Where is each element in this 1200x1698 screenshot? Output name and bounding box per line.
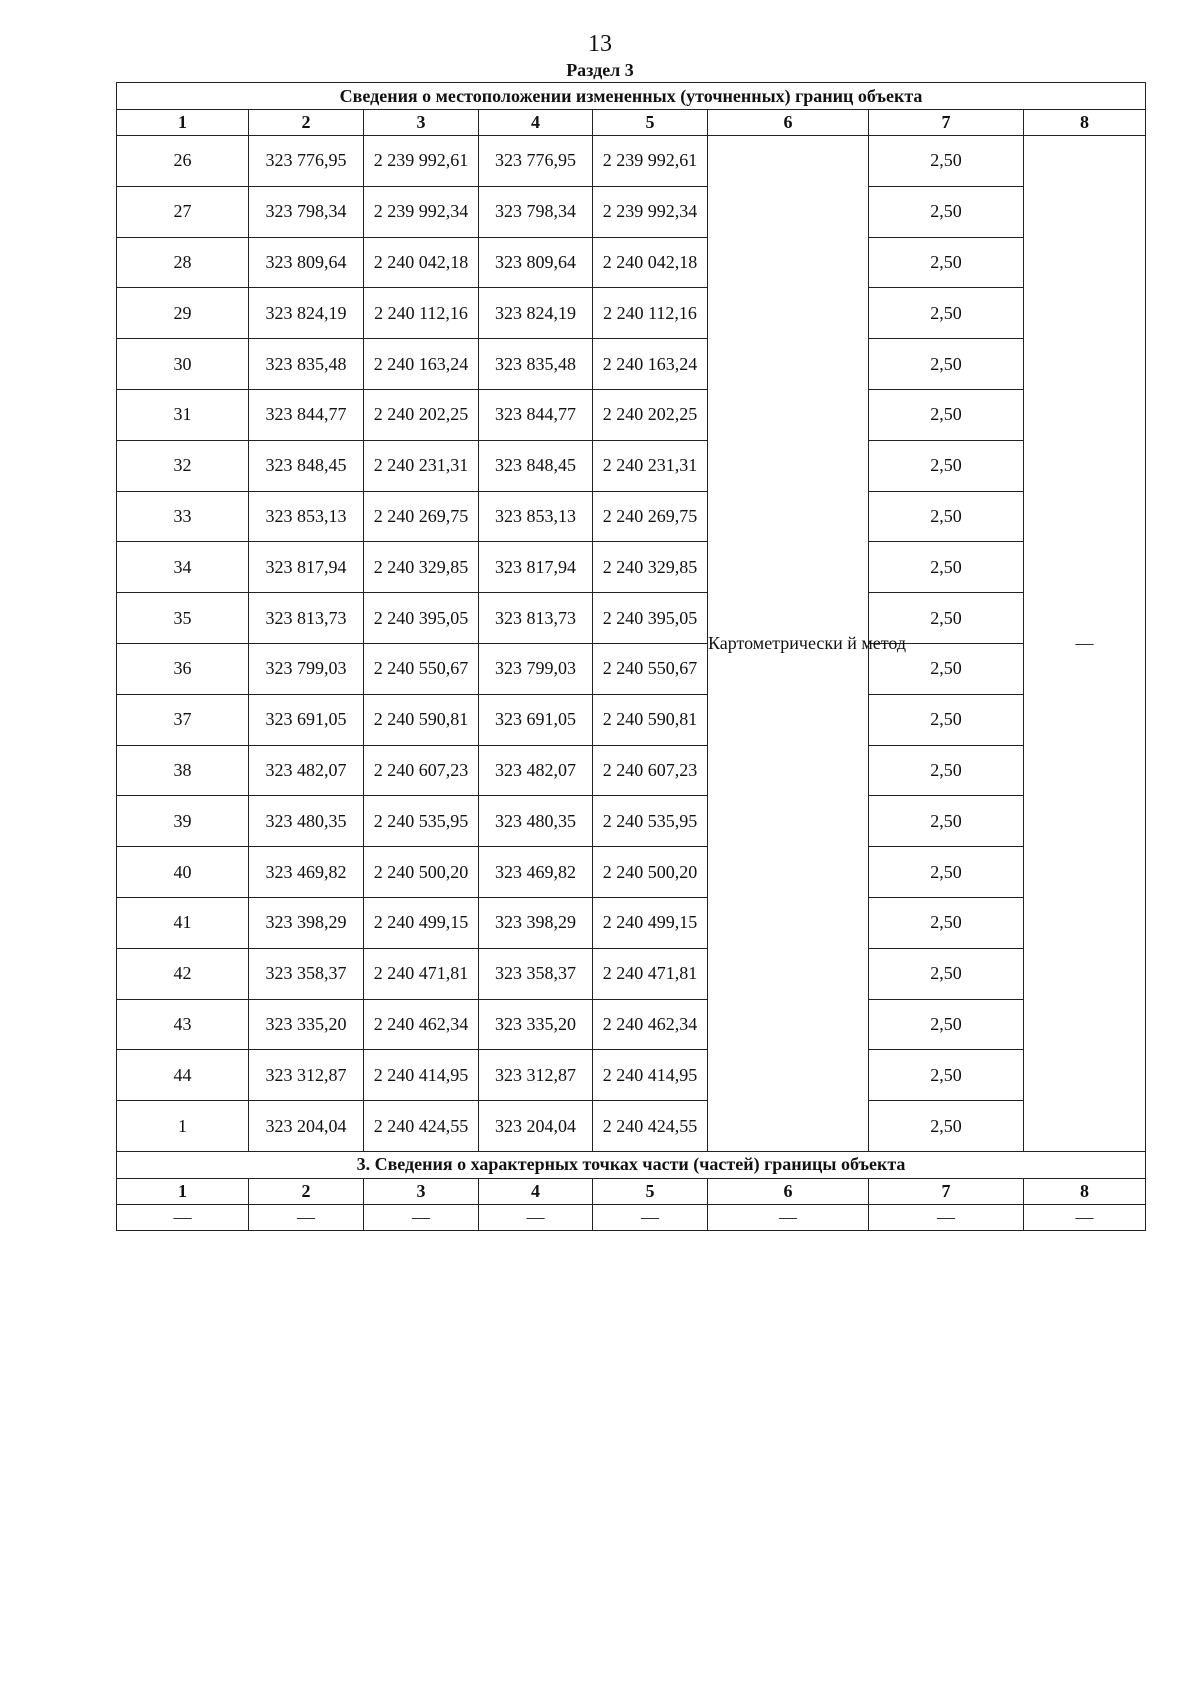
accuracy-cell: 2,50 bbox=[869, 237, 1024, 288]
method-cell: Картометрически й метод bbox=[708, 136, 869, 1152]
part-column-number: 3 bbox=[364, 1178, 479, 1204]
point-number-cell: 42 bbox=[117, 948, 249, 999]
table-row bbox=[117, 847, 1146, 898]
accuracy-cell: 2,50 bbox=[869, 1050, 1024, 1101]
y-old-cell: 2 240 163,24 bbox=[364, 339, 479, 390]
accuracy-cell: 2,50 bbox=[869, 948, 1024, 999]
x-new-cell: 323 835,48 bbox=[479, 339, 593, 390]
x-old-cell: 323 853,13 bbox=[249, 491, 364, 542]
dash-cell: — bbox=[593, 1204, 708, 1230]
part-column-number-row bbox=[117, 1178, 1146, 1204]
part-column-number: 7 bbox=[869, 1178, 1024, 1204]
y-old-cell: 2 240 607,23 bbox=[364, 745, 479, 796]
y-old-cell: 2 240 499,15 bbox=[364, 897, 479, 948]
x-new-cell: 323 798,34 bbox=[479, 186, 593, 237]
x-new-cell: 323 480,35 bbox=[479, 796, 593, 847]
dash-cell: — bbox=[479, 1204, 593, 1230]
y-new-cell: 2 240 550,67 bbox=[593, 643, 708, 694]
point-number-cell: 44 bbox=[117, 1050, 249, 1101]
point-number-cell: 30 bbox=[117, 339, 249, 390]
x-new-cell: 323 809,64 bbox=[479, 237, 593, 288]
x-new-cell: 323 691,05 bbox=[479, 694, 593, 745]
column-number: 5 bbox=[593, 110, 708, 136]
point-number-cell: 36 bbox=[117, 643, 249, 694]
table-row bbox=[117, 542, 1146, 593]
column-number: 6 bbox=[708, 110, 869, 136]
y-new-cell: 2 240 414,95 bbox=[593, 1050, 708, 1101]
x-old-cell: 323 398,29 bbox=[249, 897, 364, 948]
x-old-cell: 323 813,73 bbox=[249, 593, 364, 644]
accuracy-cell: 2,50 bbox=[869, 694, 1024, 745]
point-number-cell: 43 bbox=[117, 999, 249, 1050]
y-new-cell: 2 240 042,18 bbox=[593, 237, 708, 288]
col8-cell: — bbox=[1024, 136, 1146, 1152]
table-row bbox=[117, 237, 1146, 288]
y-old-cell: 2 240 042,18 bbox=[364, 237, 479, 288]
column-number: 4 bbox=[479, 110, 593, 136]
y-new-cell: 2 240 231,31 bbox=[593, 440, 708, 491]
accuracy-cell: 2,50 bbox=[869, 593, 1024, 644]
point-number-cell: 39 bbox=[117, 796, 249, 847]
accuracy-cell: 2,50 bbox=[869, 339, 1024, 390]
dash-cell: — bbox=[249, 1204, 364, 1230]
y-new-cell: 2 240 590,81 bbox=[593, 694, 708, 745]
accuracy-cell: 2,50 bbox=[869, 186, 1024, 237]
part-title: 3. Сведения о характерных точках части (частей) границы объекта bbox=[117, 1151, 1146, 1178]
y-new-cell: 2 240 163,24 bbox=[593, 339, 708, 390]
dash-cell: — bbox=[708, 1204, 869, 1230]
point-number-cell: 1 bbox=[117, 1101, 249, 1152]
x-old-cell: 323 817,94 bbox=[249, 542, 364, 593]
y-new-cell: 2 240 424,55 bbox=[593, 1101, 708, 1152]
part-column-number: 4 bbox=[479, 1178, 593, 1204]
y-new-cell: 2 240 535,95 bbox=[593, 796, 708, 847]
y-new-cell: 2 240 269,75 bbox=[593, 491, 708, 542]
y-new-cell: 2 240 499,15 bbox=[593, 897, 708, 948]
table-row bbox=[117, 643, 1146, 694]
y-old-cell: 2 240 112,16 bbox=[364, 288, 479, 339]
y-old-cell: 2 240 231,31 bbox=[364, 440, 479, 491]
x-old-cell: 323 469,82 bbox=[249, 847, 364, 898]
point-number-cell: 32 bbox=[117, 440, 249, 491]
table-row bbox=[117, 897, 1146, 948]
x-new-cell: 323 844,77 bbox=[479, 389, 593, 440]
x-new-cell: 323 848,45 bbox=[479, 440, 593, 491]
accuracy-cell: 2,50 bbox=[869, 491, 1024, 542]
y-new-cell: 2 240 500,20 bbox=[593, 847, 708, 898]
column-number: 2 bbox=[249, 110, 364, 136]
column-number: 8 bbox=[1024, 110, 1146, 136]
dash-cell: — bbox=[869, 1204, 1024, 1230]
x-old-cell: 323 824,19 bbox=[249, 288, 364, 339]
y-old-cell: 2 240 329,85 bbox=[364, 542, 479, 593]
table-row bbox=[117, 948, 1146, 999]
part-column-number: 8 bbox=[1024, 1178, 1146, 1204]
point-number-cell: 31 bbox=[117, 389, 249, 440]
table-row bbox=[117, 389, 1146, 440]
x-new-cell: 323 335,20 bbox=[479, 999, 593, 1050]
accuracy-cell: 2,50 bbox=[869, 440, 1024, 491]
y-old-cell: 2 240 590,81 bbox=[364, 694, 479, 745]
point-number-cell: 27 bbox=[117, 186, 249, 237]
y-old-cell: 2 239 992,34 bbox=[364, 186, 479, 237]
x-new-cell: 323 799,03 bbox=[479, 643, 593, 694]
y-new-cell: 2 240 471,81 bbox=[593, 948, 708, 999]
point-number-cell: 37 bbox=[117, 694, 249, 745]
accuracy-cell: 2,50 bbox=[869, 847, 1024, 898]
accuracy-cell: 2,50 bbox=[869, 745, 1024, 796]
point-number-cell: 40 bbox=[117, 847, 249, 898]
x-new-cell: 323 853,13 bbox=[479, 491, 593, 542]
x-new-cell: 323 398,29 bbox=[479, 897, 593, 948]
x-new-cell: 323 813,73 bbox=[479, 593, 593, 644]
y-old-cell: 2 240 462,34 bbox=[364, 999, 479, 1050]
x-old-cell: 323 798,34 bbox=[249, 186, 364, 237]
y-new-cell: 2 239 992,34 bbox=[593, 186, 708, 237]
y-old-cell: 2 239 992,61 bbox=[364, 136, 479, 187]
table-row bbox=[117, 288, 1146, 339]
y-new-cell: 2 240 329,85 bbox=[593, 542, 708, 593]
part-title-row bbox=[117, 1151, 1146, 1178]
y-new-cell: 2 240 607,23 bbox=[593, 745, 708, 796]
column-number: 3 bbox=[364, 110, 479, 136]
y-new-cell: 2 240 462,34 bbox=[593, 999, 708, 1050]
x-new-cell: 323 817,94 bbox=[479, 542, 593, 593]
x-new-cell: 323 469,82 bbox=[479, 847, 593, 898]
table-row bbox=[117, 796, 1146, 847]
x-old-cell: 323 335,20 bbox=[249, 999, 364, 1050]
page-number: 13 bbox=[588, 31, 612, 57]
table-row bbox=[117, 694, 1146, 745]
accuracy-cell: 2,50 bbox=[869, 643, 1024, 694]
y-old-cell: 2 240 550,67 bbox=[364, 643, 479, 694]
part-column-number: 1 bbox=[117, 1178, 249, 1204]
x-old-cell: 323 482,07 bbox=[249, 745, 364, 796]
accuracy-cell: 2,50 bbox=[869, 796, 1024, 847]
x-new-cell: 323 358,37 bbox=[479, 948, 593, 999]
accuracy-cell: 2,50 bbox=[869, 897, 1024, 948]
y-old-cell: 2 240 269,75 bbox=[364, 491, 479, 542]
accuracy-cell: 2,50 bbox=[869, 1101, 1024, 1152]
part-column-number: 2 bbox=[249, 1178, 364, 1204]
x-new-cell: 323 312,87 bbox=[479, 1050, 593, 1101]
y-old-cell: 2 240 424,55 bbox=[364, 1101, 479, 1152]
x-new-cell: 323 776,95 bbox=[479, 136, 593, 187]
dash-cell: — bbox=[1024, 1204, 1146, 1230]
part-dash-row bbox=[117, 1204, 1146, 1230]
y-new-cell: 2 239 992,61 bbox=[593, 136, 708, 187]
y-new-cell: 2 240 395,05 bbox=[593, 593, 708, 644]
table-row bbox=[117, 999, 1146, 1050]
x-old-cell: 323 204,04 bbox=[249, 1101, 364, 1152]
x-old-cell: 323 835,48 bbox=[249, 339, 364, 390]
dash-cell: — bbox=[117, 1204, 249, 1230]
table-row bbox=[117, 745, 1146, 796]
x-old-cell: 323 480,35 bbox=[249, 796, 364, 847]
part-column-number: 5 bbox=[593, 1178, 708, 1204]
table-row bbox=[117, 1050, 1146, 1101]
table-row bbox=[117, 440, 1146, 491]
x-old-cell: 323 358,37 bbox=[249, 948, 364, 999]
accuracy-cell: 2,50 bbox=[869, 999, 1024, 1050]
x-old-cell: 323 799,03 bbox=[249, 643, 364, 694]
point-number-cell: 33 bbox=[117, 491, 249, 542]
y-old-cell: 2 240 471,81 bbox=[364, 948, 479, 999]
x-old-cell: 323 809,64 bbox=[249, 237, 364, 288]
point-number-cell: 34 bbox=[117, 542, 249, 593]
accuracy-cell: 2,50 bbox=[869, 288, 1024, 339]
x-new-cell: 323 204,04 bbox=[479, 1101, 593, 1152]
table-row bbox=[117, 1101, 1146, 1152]
y-old-cell: 2 240 535,95 bbox=[364, 796, 479, 847]
boundary-table bbox=[116, 82, 1146, 1231]
table-row bbox=[117, 339, 1146, 390]
section-label: Раздел 3 bbox=[566, 60, 634, 80]
x-old-cell: 323 844,77 bbox=[249, 389, 364, 440]
table-row bbox=[117, 491, 1146, 542]
column-number: 7 bbox=[869, 110, 1024, 136]
point-number-cell: 38 bbox=[117, 745, 249, 796]
point-number-cell: 28 bbox=[117, 237, 249, 288]
dash-cell: — bbox=[364, 1204, 479, 1230]
point-number-cell: 26 bbox=[117, 136, 249, 187]
point-number-cell: 29 bbox=[117, 288, 249, 339]
table-title-row bbox=[117, 83, 1146, 110]
table-row bbox=[117, 186, 1146, 237]
x-new-cell: 323 824,19 bbox=[479, 288, 593, 339]
table-row bbox=[117, 593, 1146, 644]
accuracy-cell: 2,50 bbox=[869, 542, 1024, 593]
y-old-cell: 2 240 395,05 bbox=[364, 593, 479, 644]
accuracy-cell: 2,50 bbox=[869, 136, 1024, 187]
y-old-cell: 2 240 414,95 bbox=[364, 1050, 479, 1101]
point-number-cell: 35 bbox=[117, 593, 249, 644]
column-number: 1 bbox=[117, 110, 249, 136]
column-number-row bbox=[117, 110, 1146, 136]
y-new-cell: 2 240 112,16 bbox=[593, 288, 708, 339]
table-row bbox=[117, 136, 1146, 187]
y-old-cell: 2 240 500,20 bbox=[364, 847, 479, 898]
accuracy-cell: 2,50 bbox=[869, 389, 1024, 440]
point-number-cell: 41 bbox=[117, 897, 249, 948]
x-old-cell: 323 691,05 bbox=[249, 694, 364, 745]
y-old-cell: 2 240 202,25 bbox=[364, 389, 479, 440]
x-old-cell: 323 312,87 bbox=[249, 1050, 364, 1101]
part-column-number: 6 bbox=[708, 1178, 869, 1204]
table-title: Сведения о местоположении измененных (уточненных) границ объекта bbox=[117, 83, 1146, 110]
y-new-cell: 2 240 202,25 bbox=[593, 389, 708, 440]
x-old-cell: 323 776,95 bbox=[249, 136, 364, 187]
x-old-cell: 323 848,45 bbox=[249, 440, 364, 491]
x-new-cell: 323 482,07 bbox=[479, 745, 593, 796]
